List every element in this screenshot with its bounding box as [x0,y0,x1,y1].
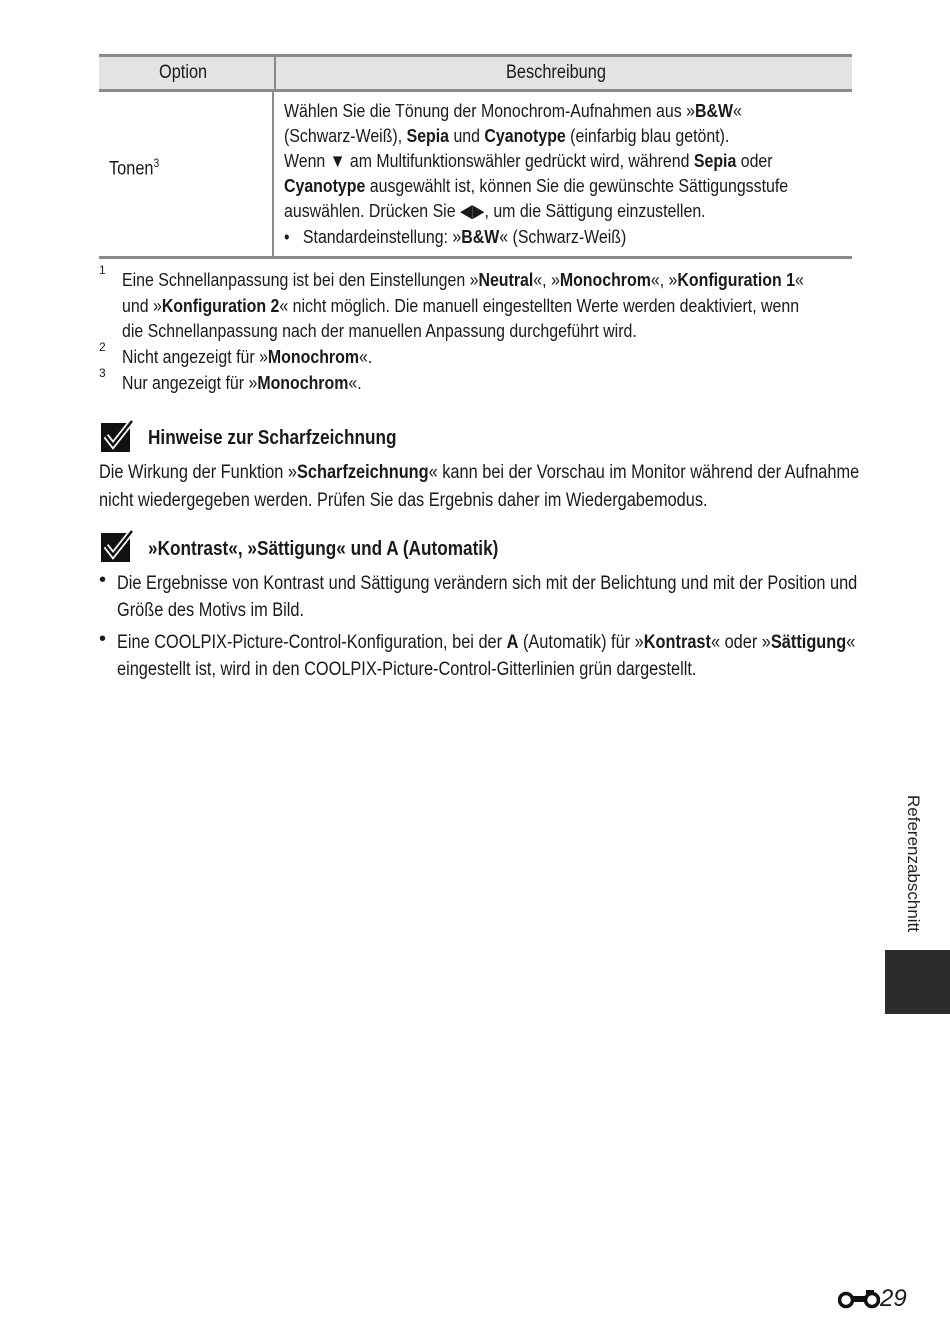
footnote-number: 1 [99,263,106,277]
page-number [838,1284,907,1314]
footnote-line: Nicht angezeigt für »Monochrom«. [122,346,373,367]
option-name: Tonen$^3$ [109,156,160,180]
options-table [99,54,852,259]
table-header [99,54,852,92]
header-description: Beschreibung [505,62,606,83]
desc-line: auswählen. Drücken Sie ◀▶, um die Sättigung einzustellen. [284,200,706,221]
desc-bullet-line: • Standardeinstellung: »B&W« (Schwarz-Weiß) [284,226,627,247]
option-cell [99,92,274,256]
left-right-arrows-icon: ◀▶ [459,200,485,221]
bullet-text: eingestellt ist, wird in den COOLPIX-Picture-Control-Gitterlinien grün dargestellt. [117,659,697,680]
note-title: »Kontrast«, »Sättigung« und A (Automatik) [148,538,499,560]
footnote-line: Nur angezeigt für »Monochrom«. [122,372,362,393]
footnote-line: und »Konfiguration 2« nicht möglich. Die manuell eingestellten Werte werden deaktiviert, wenn [122,295,800,316]
footnote-line: Eine Schnellanpassung ist bei den Einstellungen »Neutral«, »Monochrom«, »Konfiguration 1« [122,269,804,290]
section-tab-label: Referenzabschnitt [904,795,923,933]
checkmark-note-icon [101,420,135,452]
desc-line: (Schwarz-Weiß), Sepia und Cyanotype (einfarbig blau getönt). [284,125,730,146]
desc-line: Wählen Sie die Tönung der Monochrom-Aufnahmen aus »B&W« [284,100,742,121]
footnote-number: 2 [99,340,106,354]
bullet-text: Größe des Motivs im Bild. [117,600,305,621]
note-text: nicht wiedergegeben werden. Prüfen Sie das Ergebnis daher im Wiedergabemodus. [99,490,708,511]
note-title: Hinweise zur Scharfzeichnung [148,427,397,449]
desc-line: Cyanotype ausgewählt ist, können Sie die gewünschte Sättigungsstufe [284,175,789,196]
page-number-text: 29 [880,1285,907,1312]
bullet: • [99,569,107,591]
header-option: Option [99,57,276,89]
table-row [99,92,852,259]
checkmark-note-icon [101,530,135,562]
bullet-text: Die Ergebnisse von Kontrast und Sättigung verändern sich mit der Belichtung und mit der Position und [117,573,858,594]
footnote-number: 3 [99,366,106,380]
bullet: • [284,226,290,247]
footnote-line: die Schnellanpassung nach der manuellen Anpassung durchgeführt wird. [122,320,637,341]
note-text: Die Wirkung der Funktion »Scharfzeichnung« kann bei der Vorschau im Monitor während der Aufnahme [99,462,860,483]
bullet: • [99,628,107,650]
bullet-text: Eine COOLPIX-Picture-Control-Konfiguration, bei der A (Automatik) für »Kontrast« oder »Sättigung« [117,632,856,653]
description-cell [274,92,852,256]
desc-line: Wenn ▼ am Multifunktionswähler gedrückt wird, während Sepia oder [284,150,773,171]
down-arrow-icon: ▼ [329,150,346,171]
reference-section-icon [838,1287,880,1311]
section-tab-marker [885,950,950,1014]
